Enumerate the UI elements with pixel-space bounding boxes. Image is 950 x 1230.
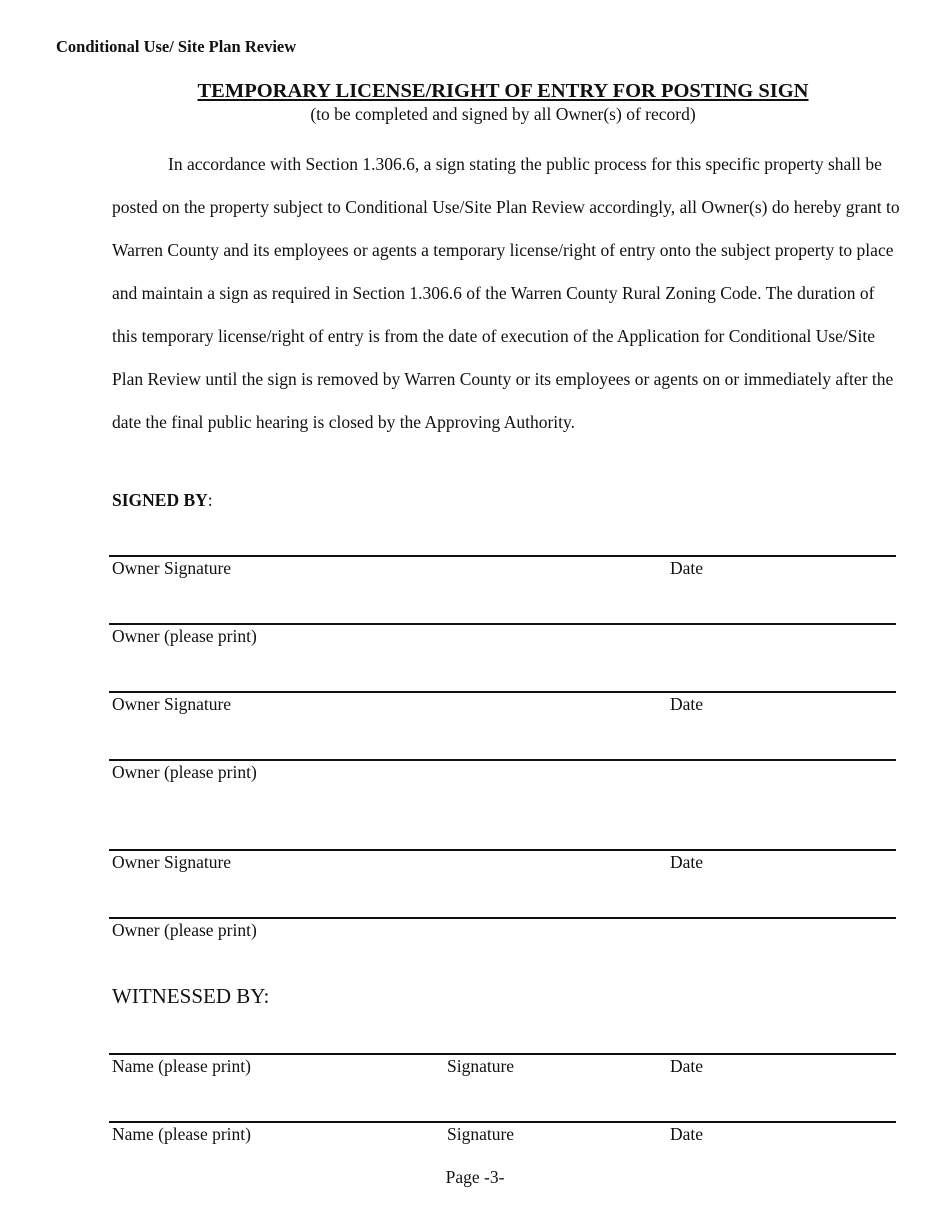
owner-print-line[interactable]	[109, 917, 896, 919]
witness-name-label: Name (please print)	[112, 1124, 251, 1144]
witnessed-by-heading: WITNESSED BY:	[112, 984, 270, 1008]
owner-print-line[interactable]	[109, 759, 896, 761]
body-paragraph: In accordance with Section 1.306.6, a sign stating the public process for this specific property shall be posted on the property subject to Conditional Use/Site Plan Review accordingly, all Owner(s) do hereby grant to Warren County and its employees or agents a temporary license/right of entry onto the subject property to place and maintain a sign as required in Section 1.306.6 of the Warren County Rural Zoning Code. The duration of this temporary license/right of entry is from the date of execution of the Application for Conditional Use/Site Plan Review until the sign is removed by Warren County or its employees or agents on or immediately after the date the final public hearing is closed by the Approving Authority.	[112, 154, 900, 432]
witness-line[interactable]	[109, 1121, 896, 1123]
owner-signature-label: Owner Signature	[112, 852, 232, 872]
section-header: Conditional Use/ Site Plan Review	[56, 37, 297, 56]
witness-signature-label: Signature	[447, 1056, 515, 1076]
owner-date-label: Date	[670, 558, 704, 578]
owner-date-label: Date	[670, 694, 704, 714]
owner-print-label: Owner (please print)	[112, 762, 257, 782]
witness-date-label: Date	[670, 1056, 704, 1076]
owner-signature-line[interactable]	[109, 849, 896, 851]
page-number: Page -3-	[445, 1167, 505, 1187]
signed-by-colon: :	[207, 490, 213, 510]
owner-signature-label: Owner Signature	[112, 694, 232, 714]
page-subtitle: (to be completed and signed by all Owner(s) of record)	[310, 104, 696, 124]
witness-signature-label: Signature	[447, 1124, 515, 1144]
owner-date-label: Date	[670, 852, 704, 872]
owner-print-label: Owner (please print)	[112, 626, 257, 646]
owner-signature-line[interactable]	[109, 691, 896, 693]
witness-line[interactable]	[109, 1053, 896, 1055]
witness-name-label: Name (please print)	[112, 1056, 251, 1076]
owner-signature-label: Owner Signature	[112, 558, 232, 578]
signed-by-heading	[112, 490, 213, 511]
page-title: TEMPORARY LICENSE/RIGHT OF ENTRY FOR POSTING SIGN	[197, 80, 809, 102]
witness-date-label: Date	[670, 1124, 704, 1144]
owner-print-line[interactable]	[109, 623, 896, 625]
signed-by-label: SIGNED BY	[112, 490, 208, 510]
owner-print-label: Owner (please print)	[112, 920, 257, 940]
owner-signature-line[interactable]	[109, 555, 896, 557]
